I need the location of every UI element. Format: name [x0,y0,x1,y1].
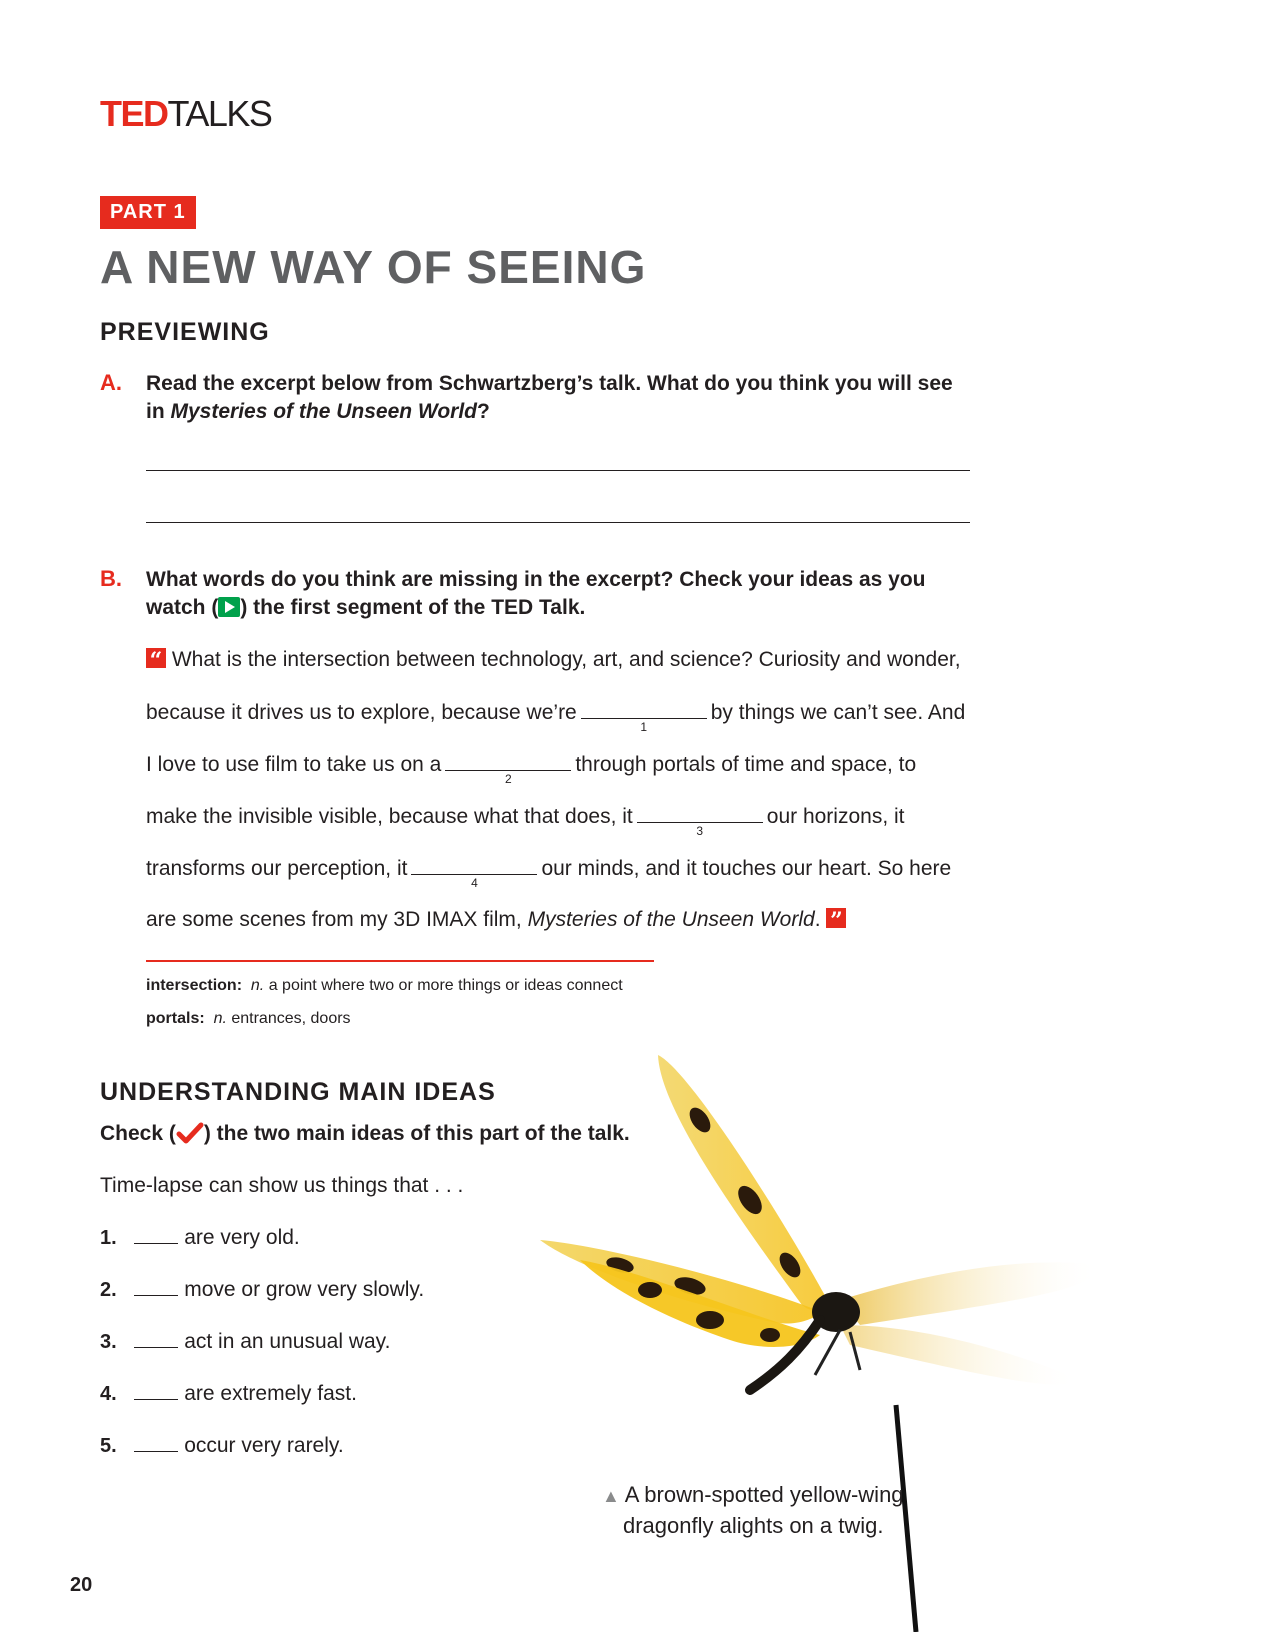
blank-number: 2 [504,772,512,786]
question-b-line1: What words do you think are missing in the excerpt? Check your ideas as you [146,568,926,591]
excerpt-line-3: I love to use film to take us on a 2 through portals of time and space, to [146,750,976,779]
main-ideas-heading: UNDERSTANDING MAIN IDEAS [100,1078,496,1106]
item-number: 4. [100,1383,117,1405]
triangle-icon: ▲ [602,1486,620,1506]
glossary-entry: portals: n. entrances, doors [146,1010,351,1027]
item-text: are extremely fast. [184,1382,357,1405]
logo-talks: TALKS [167,93,272,134]
page-number: 20 [70,1574,93,1596]
item-number: 2. [100,1279,117,1301]
item-number: 1. [100,1227,117,1249]
blank-4[interactable] [411,854,537,890]
blank-number: 1 [640,720,648,734]
check-blank[interactable] [134,1451,178,1452]
glossary-term: portals: [146,1010,205,1027]
excerpt-line-6: are some scenes from my 3D IMAX film, Mysteries of the Unseen World. ” [146,906,976,934]
list-item [100,1432,344,1460]
answer-line-1[interactable] [146,470,970,471]
excerpt-line-2: because it drives us to explore, because we’re 1 by things we can’t see. And [146,698,976,727]
logo-ted: TED [100,93,168,134]
photo-caption: ▲ A brown-spotted yellow-wing dragonfly alights on a twig. [602,1482,904,1538]
ted-talks-logo [100,93,272,134]
dragonfly-photo [540,1050,1276,1632]
question-a-text [146,370,966,426]
answer-line-2[interactable] [146,522,970,523]
blank-number: 4 [471,876,478,890]
excerpt-line-5: transforms our perception, it 4 our minds, and it touches our heart. So here [146,854,976,883]
question-a-line1: Read the excerpt below from Schwartzberg’s talk. What do you think you will see [146,372,953,395]
glossary-divider [146,960,654,962]
open-quote-icon: “ [146,648,166,668]
previewing-heading: PREVIEWING [100,318,270,346]
item-text: act in an unusual way. [184,1330,391,1353]
film-title: Mysteries of the Unseen World [170,400,478,423]
question-a-line2: in Mysteries of the Unseen World? [146,400,490,423]
check-blank[interactable] [134,1347,178,1348]
part-badge: PART 1 [100,196,196,229]
check-blank[interactable] [134,1295,178,1296]
item-number: 3. [100,1331,117,1353]
check-blank[interactable] [134,1243,178,1244]
list-item [100,1276,424,1304]
question-b-label: B. [100,566,122,591]
check-blank[interactable] [134,1399,178,1400]
item-text: occur very rarely. [184,1434,344,1457]
question-b-line2: watch ( ) the first segment of the TED Talk. [146,596,586,619]
main-ideas-instruction: Check ( ) the two main ideas of this part of the talk. [100,1122,630,1145]
blank-3[interactable] [637,802,763,838]
page-title: A NEW WAY OF SEEING [100,241,647,293]
blank-2[interactable] [445,750,571,786]
question-b-text [146,566,966,622]
checkmark-icon [176,1122,204,1144]
excerpt-line-4: make the invisible visible, because what that does, it 3 our horizons, it [146,802,976,831]
item-text: move or grow very slowly. [184,1278,425,1301]
question-a-label: A. [100,370,122,395]
main-ideas-lead: Time-lapse can show us things that . . . [100,1174,464,1197]
list-item [100,1224,300,1252]
play-icon [218,597,240,617]
item-number: 5. [100,1435,117,1457]
glossary-entry: intersection: n. a point where two or more things or ideas connect [146,977,623,994]
list-item [100,1328,390,1356]
excerpt-line-1: “ What is the intersection between technology, art, and science? Curiosity and wonder, [146,646,976,674]
list-item [100,1380,357,1408]
blank-number: 3 [696,824,704,838]
blank-1[interactable] [581,698,707,734]
close-quote-icon: ” [826,908,846,928]
glossary-term: intersection: [146,977,243,994]
film-title: Mysteries of the Unseen World [527,908,815,931]
item-text: are very old. [184,1226,300,1249]
